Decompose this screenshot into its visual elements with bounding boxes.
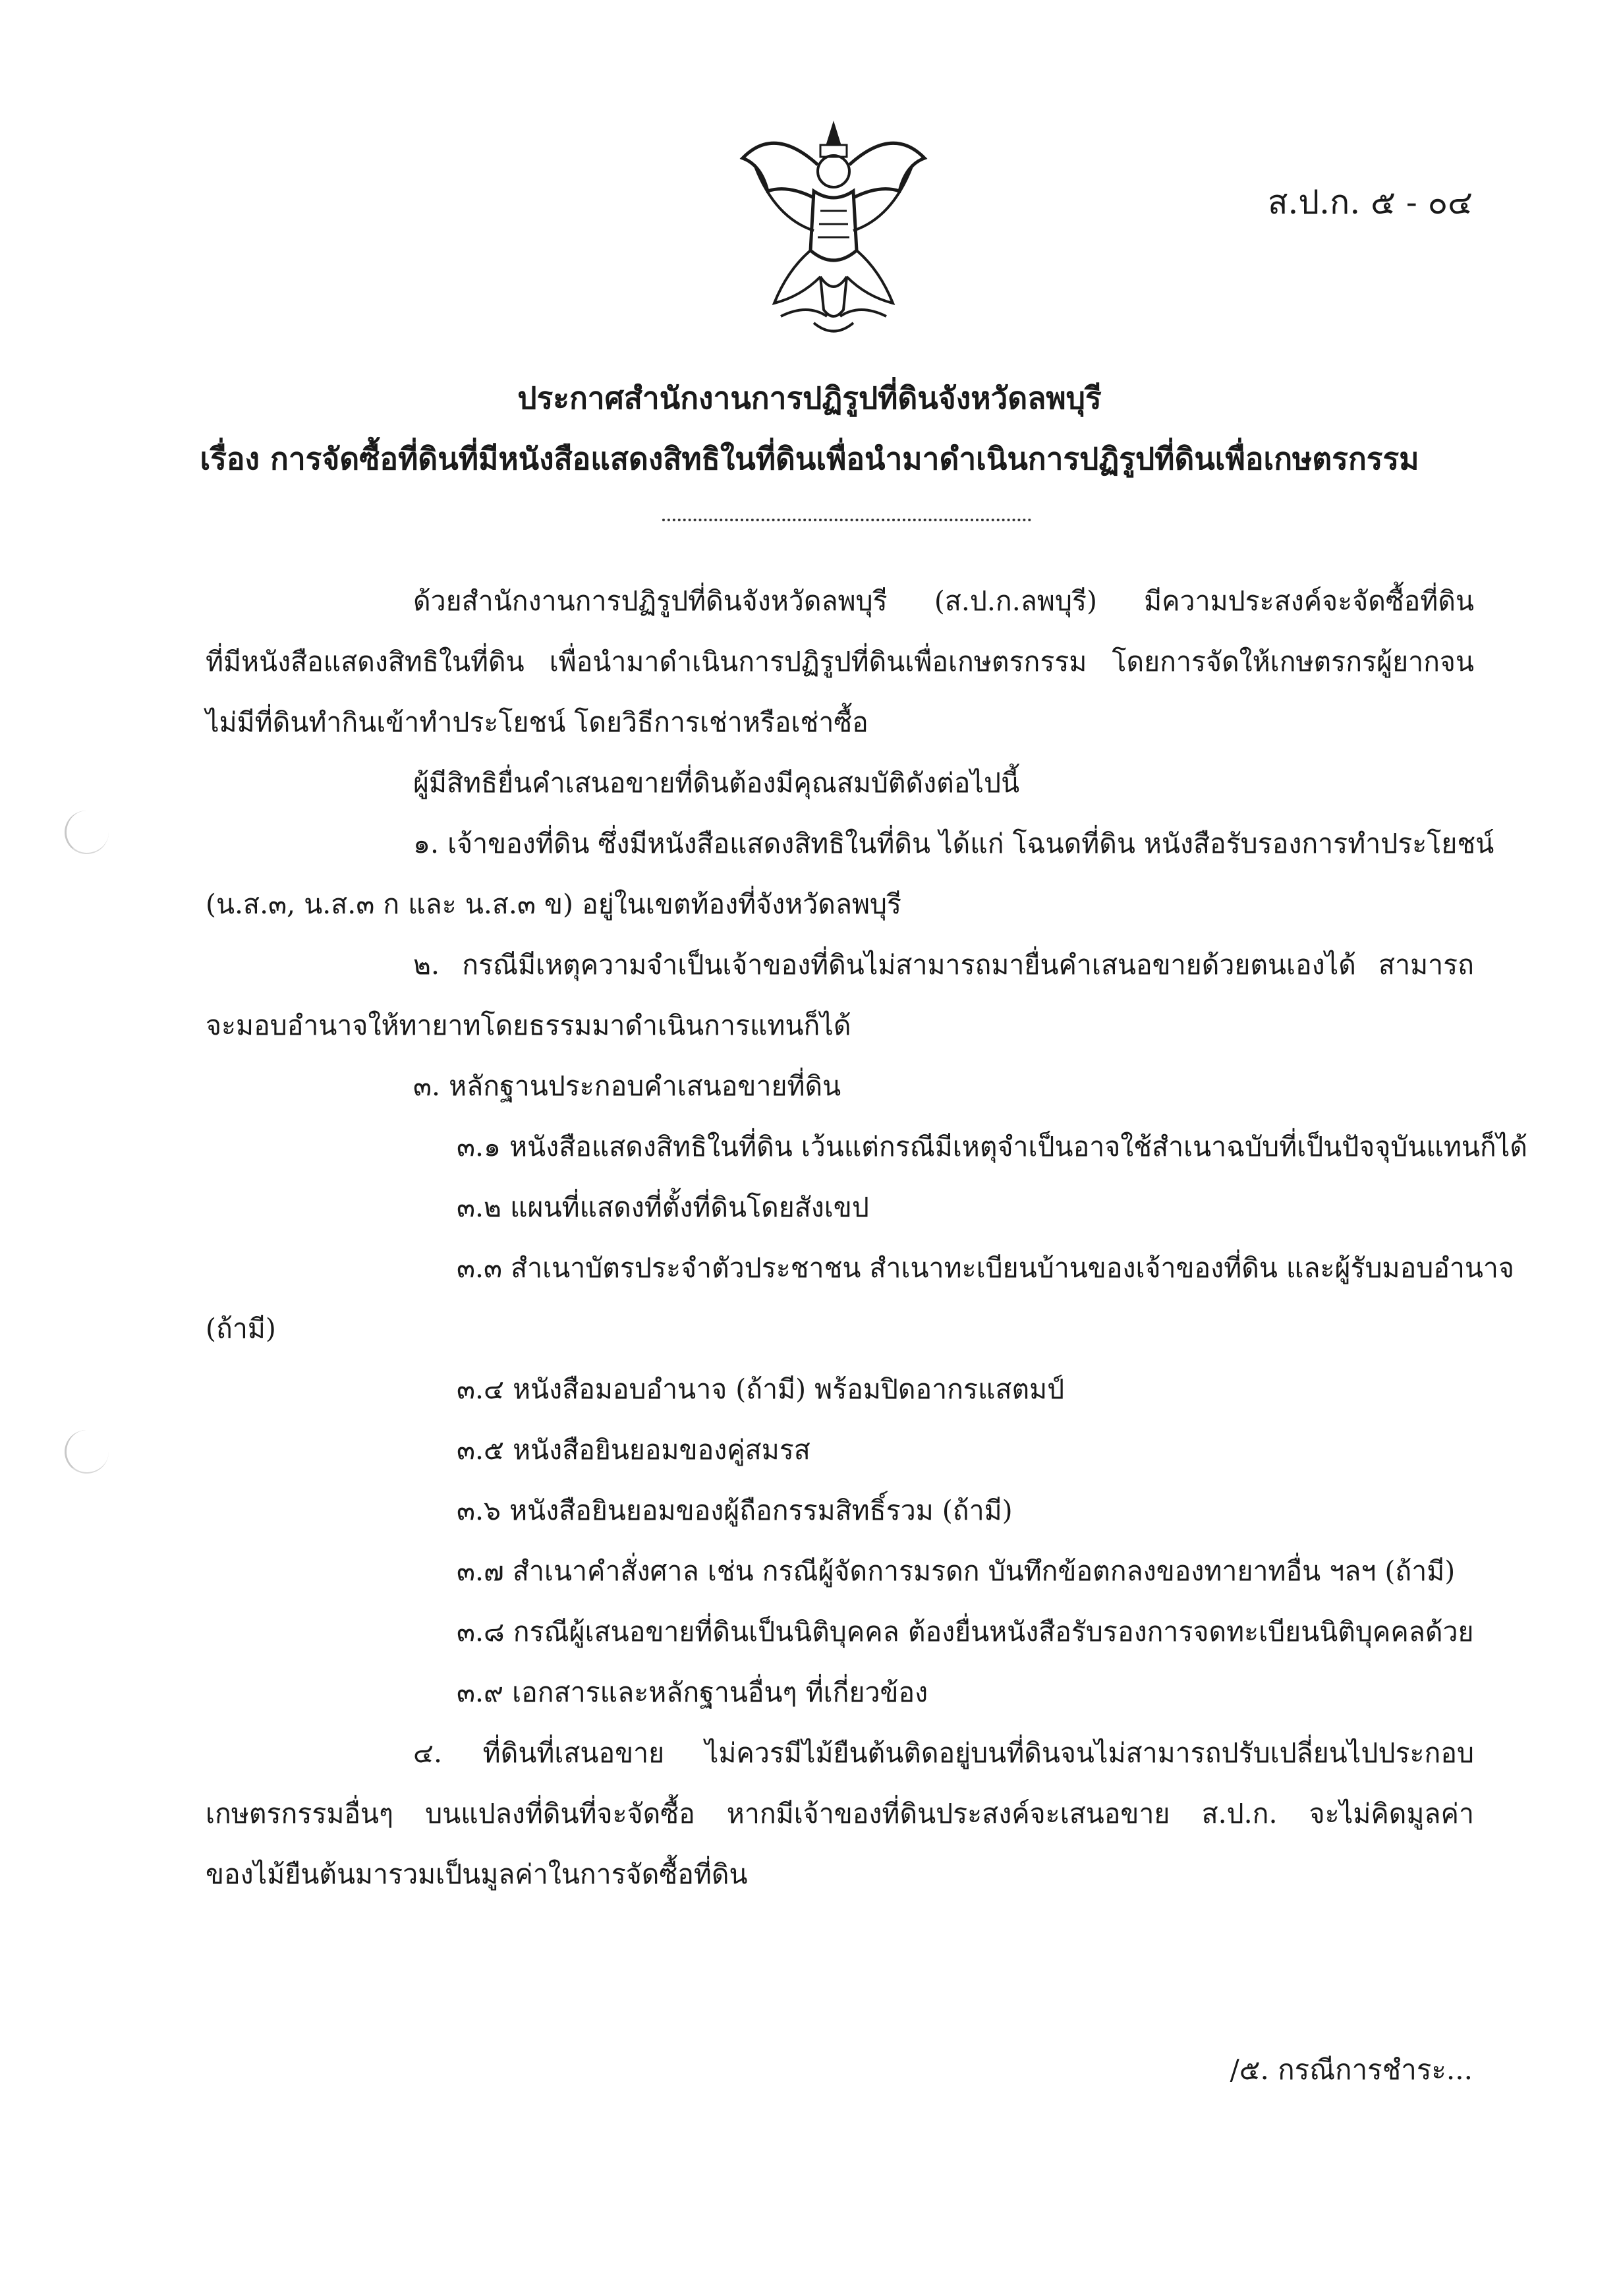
item-3-7: ๓.๗ สำเนาคำสั่งศาล เช่น กรณีผู้จัดการมรดก บันทึกข้อตกลงของทายาทอื่น ฯลฯ (ถ้ามี) <box>457 1555 1456 1587</box>
item-3-3-line-2: (ถ้ามี) <box>206 1313 276 1344</box>
announcement-subject: เรื่อง การจัดซื้อที่ดินที่มีหนังสือแสดงสิทธิในที่ดินเพื่อนำมาดำเนินการปฏิรูปที่ดินเพื่อเกษตรกรรม <box>200 441 1419 476</box>
item-3-9: ๓.๙ เอกสารและหลักฐานอื่นๆ ที่เกี่ยวข้อง <box>457 1677 928 1708</box>
continuation-note: /๕. กรณีการชำระ... <box>1230 2053 1473 2086</box>
item-2-line-2: จะมอบอำนาจให้ทายาทโดยธรรมมาดำเนินการแทนก็ได้ <box>206 1010 851 1041</box>
punch-hole-mark <box>65 811 109 854</box>
intro-line-2: ที่มีหนังสือแสดงสิทธิในที่ดิน เพื่อนำมาดำเนินการปฏิรูปที่ดินเพื่อเกษตรกรรม โดยการจัดให้เกษตรกรผู้ยากจน <box>206 646 1474 677</box>
item-3-8: ๓.๘ กรณีผู้เสนอขายที่ดินเป็นนิติบุคคล ต้องยื่นหนังสือรับรองการจดทะเบียนนิติบุคคลด้วย <box>457 1616 1474 1648</box>
item-4-line-1: ๔. ที่ดินที่เสนอขาย ไม่ควรมีไม้ยืนต้นติดอยู่บนที่ดินจนไม่สามารถปรับเปลี่ยนไปประกอบ <box>413 1737 1474 1769</box>
item-3-1: ๓.๑ หนังสือแสดงสิทธิในที่ดิน เว้นแต่กรณีมีเหตุจำเป็นอาจใช้สำเนาฉบับที่เป็นปัจจุบันแทนก็ได้ <box>457 1131 1527 1162</box>
dotted-divider <box>662 519 1031 521</box>
item-4-line-3: ของไม้ยืนต้นมารวมเป็นมูลค่าในการจัดซื้อที่ดิน <box>206 1858 748 1890</box>
item-4-line-2: เกษตรกรรมอื่นๆ บนแปลงที่ดินที่จะจัดซื้อ หากมีเจ้าของที่ดินประสงค์จะเสนอขาย ส.ป.ก. จะไม่คิดมูลค่า <box>206 1798 1474 1829</box>
punch-hole-mark <box>65 1430 109 1474</box>
item-3-5: ๓.๕ หนังสือยินยอมของคู่สมรส <box>457 1434 810 1466</box>
item-3-6: ๓.๖ หนังสือยินยอมของผู้ถือกรรมสิทธิ์รวม (ถ้ามี) <box>457 1495 1013 1526</box>
announcement-title: ประกาศสำนักงานการปฏิรูปที่ดินจังหวัดลพบุรี <box>517 380 1102 416</box>
document-code: ส.ป.ก. ๕ - ๐๔ <box>1268 183 1473 221</box>
item-3-2: ๓.๒ แผนที่แสดงที่ตั้งที่ดินโดยสังเขป <box>457 1191 869 1223</box>
garuda-emblem <box>735 119 932 343</box>
item-1-line-2: (น.ส.๓, น.ส.๓ ก และ น.ส.๓ ข) อยู่ในเขตท้องที่จังหวัดลพบุรี <box>206 888 902 920</box>
item-1-line-1: ๑. เจ้าของที่ดิน ซึ่งมีหนังสือแสดงสิทธิในที่ดิน ได้แก่ โฉนดที่ดิน หนังสือรับรองการทำประโยชน์ <box>413 828 1494 859</box>
item-3-3-line-1: ๓.๓ สำเนาบัตรประจำตัวประชาชน สำเนาทะเบียนบ้านของเจ้าของที่ดิน และผู้รับมอบอำนาจ <box>457 1252 1514 1284</box>
item-3-heading: ๓. หลักฐานประกอบคำเสนอขายที่ดิน <box>413 1070 841 1102</box>
item-2-line-1: ๒. กรณีมีเหตุความจำเป็นเจ้าของที่ดินไม่สามารถมายื่นคำเสนอขายด้วยตนเองได้ สามารถ <box>413 949 1474 981</box>
qualification-heading: ผู้มีสิทธิยื่นคำเสนอขายที่ดินต้องมีคุณสมบัติดังต่อไปนี้ <box>413 767 1020 799</box>
item-3-4: ๓.๔ หนังสือมอบอำนาจ (ถ้ามี) พร้อมปิดอากรแสตมป์ <box>457 1373 1065 1405</box>
intro-line-1: ด้วยสำนักงานการปฏิรูปที่ดินจังหวัดลพบุรี (ส.ป.ก.ลพบุรี) มีความประสงค์จะจัดซื้อที่ดิน <box>413 585 1474 617</box>
intro-line-3: ไม่มีที่ดินทำกินเข้าทำประโยชน์ โดยวิธีการเช่าหรือเช่าซื้อ <box>206 706 868 738</box>
